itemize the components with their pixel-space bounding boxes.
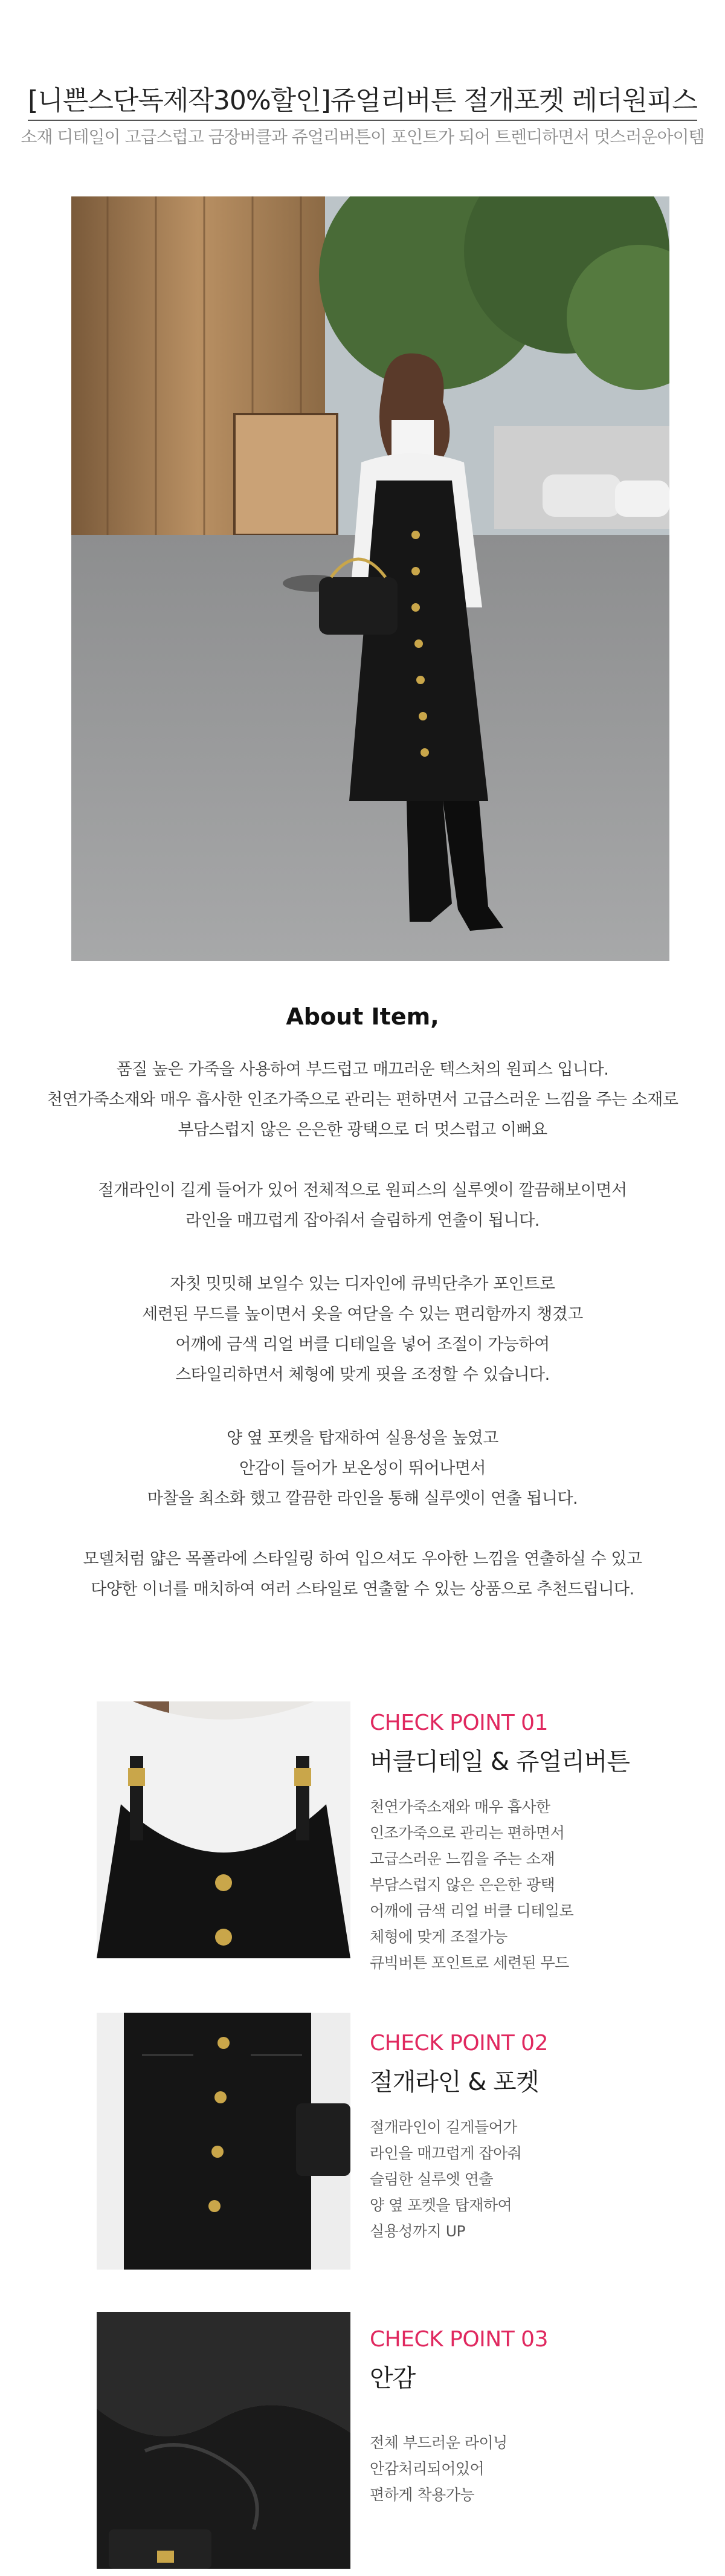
hero-product-photo — [71, 196, 669, 961]
about-paragraph-5 — [0, 1544, 725, 1605]
about-line: 양 옆 포켓을 탑재하여 실용성을 높였고 — [227, 1429, 498, 1448]
about-line: 천연가죽소재와 매우 흡사한 인조가죽으로 관리는 편하면서 고급스러운 느낌을 주는 소재로 — [47, 1090, 678, 1109]
check-point-1 — [370, 1710, 708, 1976]
description-line: 슬림한 실루엣 연출 — [370, 2170, 494, 2188]
description-line: 라인을 매끄럽게 잡아줘 — [370, 2144, 522, 2162]
description-line: 절개라인이 길게들어가 — [370, 2118, 517, 2136]
check-point-3-photo — [97, 2312, 350, 2569]
description-line: 큐빅버튼 포인트로 세련된 무드 — [370, 1954, 569, 1972]
check-point-3 — [370, 2327, 708, 2508]
about-line: 어깨에 금색 리얼 버클 디테일을 넣어 조절이 가능하여 — [175, 1335, 550, 1354]
description-line: 실용성까지 UP — [370, 2222, 466, 2240]
about-line: 라인을 매끄럽게 잡아줘서 슬림하게 연출이 됩니다. — [185, 1211, 540, 1230]
description-line: 양 옆 포켓을 탑재하여 — [370, 2196, 512, 2214]
description-line: 인조가죽으로 관리는 편하면서 — [370, 1824, 565, 1842]
about-paragraph-4 — [0, 1423, 725, 1514]
description-line: 어깨에 금색 리얼 버클 디테일로 — [370, 1902, 574, 1920]
check-point-2-heading: 절개라인 & 포켓 — [370, 2068, 539, 2096]
description-line: 편하게 착용가능 — [370, 2486, 474, 2503]
about-line: 모델처럼 얇은 목폴라에 스타일링 하여 입으셔도 우아한 느낌을 연출하실 수 있고 — [83, 1550, 642, 1568]
check-point-2 — [370, 2031, 708, 2244]
about-line: 절개라인이 길게 들어가 있어 전체적으로 원피스의 실루엣이 깔끔해보이면서 — [98, 1181, 627, 1200]
check-point-1-photo — [97, 1701, 350, 1958]
description-line: 고급스러운 느낌을 주는 소재 — [370, 1850, 555, 1868]
check-point-1-label: CHECK POINT 01 — [370, 1710, 548, 1735]
check-point-3-heading: 안감 — [370, 2364, 416, 2392]
check-point-1-description — [370, 1794, 708, 1976]
description-line: 안감처리되어있어 — [370, 2460, 485, 2477]
about-line: 품질 높은 가죽을 사용하여 부드럽고 매끄러운 텍스처의 원피스 입니다. — [116, 1060, 609, 1079]
description-line: 체형에 맞게 조절가능 — [370, 1928, 507, 1946]
about-item-title: About Item, — [286, 1003, 439, 1030]
about-line: 세련된 무드를 높이면서 옷을 여닫을 수 있는 편리함까지 챙겼고 — [142, 1305, 583, 1324]
about-line: 스타일리하면서 체형에 맞게 핏을 조정할 수 있습니다. — [175, 1365, 550, 1384]
description-line: 천연가죽소재와 매우 흡사한 — [370, 1798, 550, 1816]
about-line: 마찰을 최소화 했고 깔끔한 라인을 통해 실루엣이 연출 됩니다. — [147, 1489, 578, 1508]
product-title: [니쁜스단독제작30%할인]쥬얼리버튼 절개포켓 레더원피스 — [0, 79, 725, 117]
check-point-3-label: CHECK POINT 03 — [370, 2327, 548, 2352]
about-paragraph-2 — [0, 1176, 725, 1236]
check-point-2-photo — [97, 2013, 350, 2270]
description-line: 전체 부드러운 라이닝 — [370, 2434, 507, 2451]
check-point-1-heading: 버클디테일 & 쥬얼리버튼 — [370, 1748, 630, 1776]
about-line: 부담스럽지 않은 은은한 광택으로 더 멋스럽고 이뻐요 — [178, 1121, 547, 1139]
check-point-2-description — [370, 2114, 708, 2244]
about-paragraph-1 — [0, 1055, 725, 1145]
about-paragraph-3 — [0, 1269, 725, 1390]
check-point-3-description — [370, 2430, 708, 2508]
about-line: 안감이 들어가 보온성이 뛰어나면서 — [239, 1459, 486, 1478]
about-line: 다양한 이너를 매치하여 여러 스타일로 연출할 수 있는 상품으로 추천드립니다. — [91, 1580, 634, 1599]
about-line: 자칫 밋밋해 보일수 있는 디자인에 큐빅단추가 포인트로 — [170, 1275, 555, 1293]
description-line: 부담스럽지 않은 은은한 광택 — [370, 1876, 555, 1894]
check-point-2-label: CHECK POINT 02 — [370, 2031, 548, 2056]
product-subtitle: 소재 디테일이 고급스럽고 금장버클과 쥬얼리버튼이 포인트가 되어 트렌디하면서 멋스러운아이템 — [21, 127, 704, 147]
